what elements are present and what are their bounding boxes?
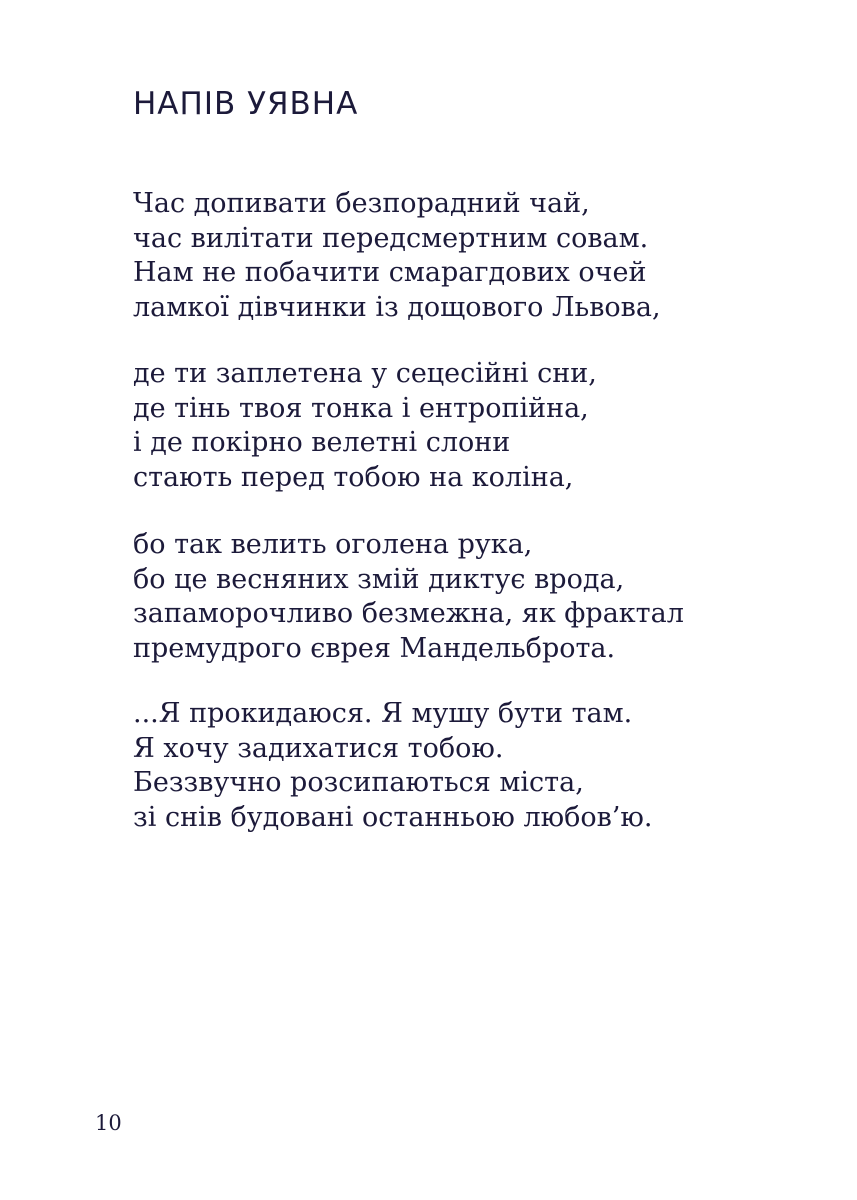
poem-line: Нам не побачити смарагдових очей — [133, 257, 647, 288]
poem-line: зі снів будовані останньою любов’ю. — [133, 801, 653, 833]
poem-line: бо це весняних змій диктує врода, — [133, 563, 625, 595]
stanza-3 — [133, 528, 684, 666]
poem-line: Час допивати безпорадний чай, — [133, 188, 590, 219]
poem-line: час вилітати передсмертним совам. — [133, 222, 649, 254]
poem-title: НАПІВ УЯВНА — [133, 86, 359, 122]
stanza-2 — [133, 357, 597, 495]
poem-line: Беззвучно розсипаються міста, — [133, 767, 584, 798]
poem-line: ...Я прокидаюся. Я мушу бути там. — [133, 698, 633, 729]
poem-line: запаморочливо безмежна, як фрактал — [133, 598, 684, 629]
poem-line: де тінь твоя тонка і ентропійна, — [133, 392, 589, 424]
poem-line: бо так велить оголена рука, — [133, 529, 533, 560]
stanza-1 — [133, 187, 661, 325]
poem-line: ламкої дівчинки із дощового Львова, — [133, 291, 661, 323]
poem-line: і де покірно велетні слони — [133, 427, 511, 458]
poem-line: де ти заплетена у сецесійні сни, — [133, 358, 597, 389]
stanza-4 — [133, 697, 653, 835]
poem-line: премудрого єврея Мандельброта. — [133, 632, 616, 664]
poem-line: стають перед тобою на коліна, — [133, 461, 574, 493]
page-number: 10 — [95, 1111, 122, 1135]
poem-line: Я хочу задихатися тобою. — [133, 732, 504, 764]
